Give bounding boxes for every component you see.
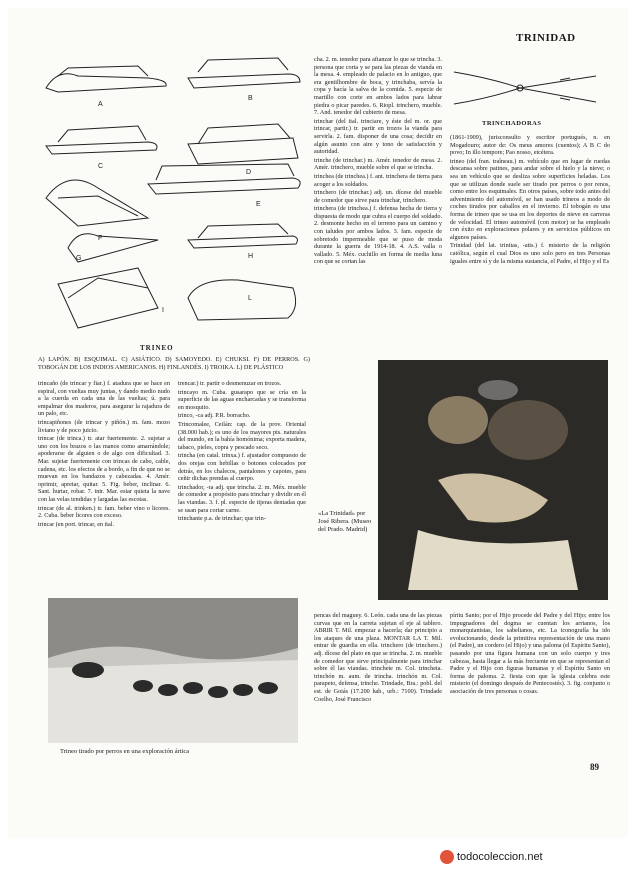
painting-caption: «La Trinidad» por José Ribera. (Museo del Prado. Madrid) — [318, 510, 372, 533]
entry: Trincomalee, Ceilán: cap. de la prov. Oriental (38.000 hab.); es uno de los mayores pts. naturales del mundo, en la bahía homónima; exporta madera, tabaco, pieles, copra y pescado seco. — [178, 420, 306, 451]
sled-label: D — [246, 169, 252, 176]
brand-text: todocoleccion.net — [457, 850, 543, 863]
text-column-2 — [314, 56, 442, 348]
entry: trincar (de trinca.) tr. atar fuertemente. 2. sujetar a uno con los brazos o las manos como amarrándole; apoderarse de alguien o de algo con dificultad. 3. Mar. sujetar fuertemente con trincas de cabo, cable, cadena, etc. los efectos de a bordo, a fin de que no se muevan en los bandazos y cabezadas. 4. Amér. oprimir, apretar, quitar. 5. Fig. beber, inclinar. 6. Sant. hurtar, robar. 7. intr. Mar. estar quieta la nave con las velas tendidas y largadas las escotas. — [38, 435, 170, 503]
entry: trinco, -ca adj. P.R. borracho. — [178, 412, 251, 420]
entry: (1861-1909), jurisconsulto y escritor portugués, n. en Mogadouro; autor de: Os meus amores (cuentos); A B C do povo; In illo tempore; Pao nosso, etcétera. — [450, 134, 610, 157]
entry: píritu Santo; por el Hijo procede del Padre y del Hijo; entre los impugnadores del dogma se cuentan los arrianos, los monarquianistas, los sabelianos, etc. La iconografía ha ido evolucionando, desde la primitiva representación de una mano (el Padre), un cordero (el Hijo) y una paloma (el Espíritu Santo), pasando por una figura humana con un solo cuerpo y tres cabezas, hasta llegar a la más frecuente en que se representan el Padre y el Hijo con figuras humanas y el Espíritu Santo en forma de paloma. 2. fiesta con que la iglesia celebra este misterio (el domingo después de Pentecostés). 3. fig. conjunto o asociación de tres personas o cosas. — [450, 612, 610, 695]
entry: trinchador, -ra adj. que trincha. 2. m. Méx. mueble de comedor a propósito para trinchar y dividir en él las viandas. 3. f. pl. especie de tijeras dentadas que se usan para cortar carne. — [178, 483, 306, 514]
entry: trincar (de al. trinken.) tr. fam. beber vino o licores. 2. Cuba. beber licores con exceso. — [38, 504, 170, 520]
figure-title: TRINEO — [140, 344, 174, 352]
carving-tongs-illustration — [450, 58, 600, 118]
entry: trineo (del fran. traîneau.) m. vehículo que en lugar de ruedas descansa sobre patines, para andar sobre el hielo y la nieve; o sea un vehículo que se desliza sobre superficies heladas. Los que se utilizan donde suele ser tirado por perros o por renos, como entre los esquimales. En otros países, sobre todo antes del advenimiento del automóvil, se han usado trineos a modo de coches tirados por caballos en el invierno. El tobogán es una forma de trineo que se usa en los deportes de nieve en carreras de velocidad. El trineo automóvil (con motor) se ha empleado con éxito en exploraciones polares y en servicios públicos en algunos países. — [450, 157, 610, 241]
running-head: TRINIDAD — [516, 32, 576, 44]
entry: trincapiñones (de trincar y piñón.) m. fam. mozo liviano y de poco juicio. — [38, 418, 170, 434]
sled-label: E — [256, 201, 261, 208]
watermark-logo — [440, 850, 543, 864]
entry: trinchera (de trinchea.) f. defensa hecha de tierra y dispuesta de modo que cubra el cuerpo del soldado. 2. desmonte hecho en el terreno para un camino y con taludes por ambos lados. 3. fam. especie de sobretodo impermeable que se puso de moda durante la guerra de 1914-18. 4. A.S. valla o vallado. 5. Méx. cuchillo en forma de media luna con que se cortan las — [314, 205, 442, 266]
trinity-painting — [378, 360, 608, 600]
sled-label: A — [98, 101, 103, 108]
entry: trinchante p.a. de trinchar; que trin- — [178, 515, 266, 523]
entry: trinchero (de trinchar.) adj. un. dícese del mueble de comedor que sirve para trinchar, trinchero. — [314, 189, 442, 204]
logo-mark-icon — [440, 850, 454, 864]
entry: trincayo m. Cuba. gusarapo que se cría en la superficie de las aguas encharcadas y se transforma en mosquito. — [178, 388, 306, 411]
figure-caption: A) LAPÓN. B) ESQUIMAL. C) ASIÁTICO. D) SAMOYEDO. E) CHUKSI. F) DE PERROS. G) TOBOGÁN DE LOS INDIOS AMERICANOS. H) FINLANDÉS. I) TROIKA. L) DE PLÁSTICO — [38, 356, 310, 371]
entry: Trinidad (del lat. trinitas, -atis.) f. misterio de la religión católica, según el cual Dios es uno solo pero en tres Personas iguales entre sí y de la misma sustancia, el Padre, el Hijo y el Es — [450, 242, 610, 265]
sled-label: F — [98, 235, 103, 242]
sled-label: L — [248, 295, 252, 302]
sled-label: G — [76, 255, 82, 262]
sled-label: B — [248, 95, 253, 102]
tongs-caption: TRINCHADORAS — [482, 120, 542, 127]
sled-label: C — [98, 163, 104, 170]
entry: trincaño (de trincar y fiar.) f. atadura que se hace en espiral, con vueltas muy juntas, y dando medio nudo a la cuerda en cada una de las vueltas; ú. para empalmar dos maderos, para asegurar la rajadura de un palo, etc. — [38, 380, 170, 418]
photo-caption: Trineo tirado por perros en una exploración ártica — [60, 748, 190, 755]
page-number: 89 — [590, 762, 599, 772]
entry: trincha (en catal. trinxa.) f. ajustador compuesto de dos orejas con hebillas o botones colocados por detrás, en los chalecos, pantalones y capotes, para ceñir dichas prendas al cuerpo. — [178, 452, 306, 483]
text-column-3 — [450, 134, 610, 356]
sled-illustrations — [38, 48, 310, 338]
dog-sled-photo — [48, 598, 298, 743]
text-column-3-bottom — [450, 612, 610, 762]
text-column-left — [38, 380, 170, 590]
entry: trincar (en port. trincar, en ital. — [38, 520, 115, 528]
entry: trinchea (de trinchea.) f. ant. trinchera de tierra para acoger a los soldados. — [314, 172, 442, 188]
sled-label: H — [248, 253, 254, 260]
entry: trinche (de trinchar.) m. Amér. tenedor de mesa. 2. Amér. trinchero, mueble sobre el que se trincha. — [314, 156, 442, 172]
entry: pencas del maguey. 6. León. cada una de las piezas curvas que en la carreta sujetan el eje al tablero. ABRIR T. Mil. empezar a hacerla; dar principio a los ataques de una plaza. MONTAR LA T. Mil. entrar de guardia en ella. trinchero (de trinchero.) adj. dícese del plato en que se trincha. 2. m. mueble de comedor que sirve principalmente para trinchar sobre él las viandas. trinchete m. Col. trincheta. trinchón m. aum. de trincha. trinchón m. Col. parapeto, defensa, trinche. Trindade, Bra.: pobl. del est. de Goiás (17.200 hab., urb.: 7100). Trindade Coelho, José Francisco — [314, 612, 442, 703]
text-column-middle — [178, 380, 306, 590]
text-column-2-bottom — [314, 612, 442, 762]
sled-label: I — [162, 307, 164, 314]
entry: trencar.) tr. partir o desmenuzar en trozos. — [178, 380, 282, 387]
entry: cha. 2. m. tenedor para afianzar lo que se trincha. 3. persona que corta y se para las piezas de vianda en la mesa. 4. empleado de palacio en lo antiguo, que era gentilhombre de boca, y trinchaba, servía la copa y hacía la salva de la comida. 5. especie de martillo con corte en ambos lados para labrar piedra o picar paredes. 6. Riopl. trinchero, mueble. 7. And. tenedor del cubierto de mesa. — [314, 56, 442, 117]
entry: trinchar (del ital. trinciare, y éste del m. or. que trincar, partir.) tr. partir en trozos la vianda para servirla. 2. fam. disponer de una cosa; decidir en algún asunto con aire y tono de satisfacción y autoridad. — [314, 117, 442, 156]
